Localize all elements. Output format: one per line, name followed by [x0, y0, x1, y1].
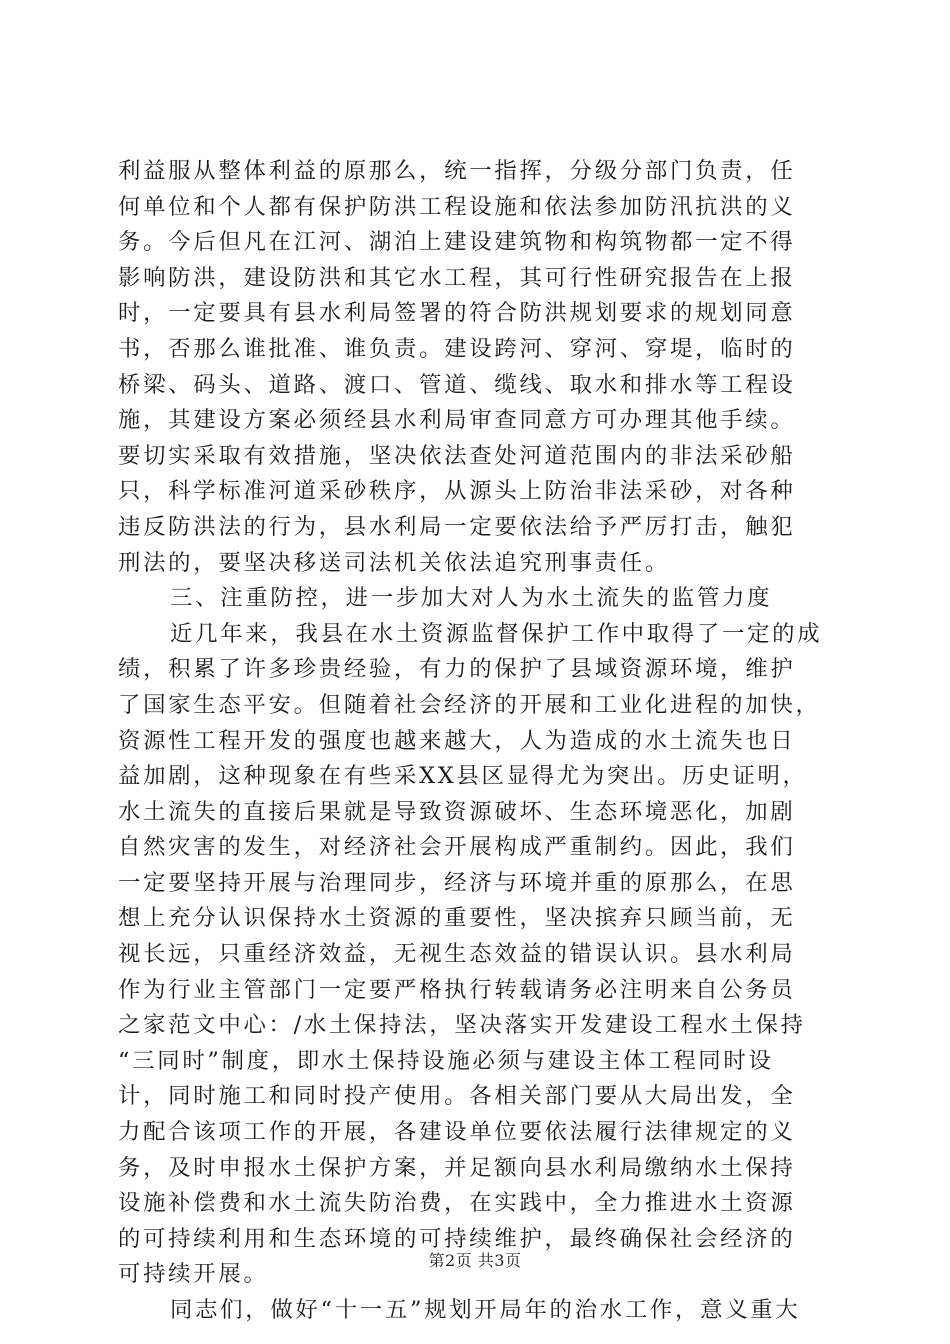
- text-line: 务，及时申报水土保护方案，并足额向县水利局缴纳水土保持: [118, 1154, 796, 1181]
- text-line: 作为行业主管部门一定要严格执行转载请务必注明来自公务员: [118, 976, 796, 1003]
- text-line: 资源性工程开发的强度也越来越大，人为造成的水土流失也日: [118, 727, 796, 754]
- page-number-footer: 第2页 共3页: [428, 1251, 522, 1270]
- text-line: 影响防洪，建设防洪和其它水工程，其可行性研究报告在上报: [118, 264, 796, 291]
- text-line: 刑法的，要坚决移送司法机关依法追究刑事责任。: [118, 549, 670, 576]
- text-line: 一定要坚持开展与治理同步，经济与环境并重的原那么，在思: [118, 869, 796, 896]
- section-heading: 三、注重防控，进一步加大对人为水土流失的监管力度: [170, 585, 773, 612]
- text-line: 近几年来，我县在水土资源监督保护工作中取得了一定的成: [170, 620, 823, 647]
- text-line: 书，否那么谁批准、谁负责。建设跨河、穿河、穿堤，临时的: [118, 335, 796, 362]
- text-line: 违反防洪法的行为，县水利局一定要依法给予严厉打击，触犯: [118, 513, 796, 540]
- text-line: 的可持续利用和生态环境的可持续维护，最终确保社会经济的: [118, 1225, 796, 1252]
- text-line: 可持续开展。: [118, 1261, 269, 1288]
- text-line: 视长远，只重经济效益，无视生态效益的错误认识。县水利局: [118, 941, 796, 968]
- text-line: 设施补偿费和水土流失防治费，在实践中，全力推进水土资源: [118, 1190, 796, 1217]
- text-line: 只，科学标准河道采砂秩序，从源头上防治非法采砂，对各种: [118, 478, 796, 505]
- document-body: [118, 154, 832, 1329]
- text-line: 力配合该项工作的开展，各建设单位要依法履行法律规定的义: [118, 1119, 796, 1146]
- text-line: 了国家生态平安。但随着社会经济的开展和工业化进程的加快，: [118, 691, 821, 718]
- text-line: 同志们，做好“十一五”规划开局年的治水工作，意义重大: [170, 1297, 801, 1323]
- text-line: 计，同时施工和同时投产使用。各相关部门要从大局出发，全: [118, 1083, 796, 1110]
- text-line: 利益服从整体利益的原那么，统一指挥，分级分部门负责，任: [118, 158, 796, 184]
- text-line: 桥梁、码头、道路、渡口、管道、缆线、取水和排水等工程设: [118, 371, 796, 398]
- text-line: “三同时”制度，即水土保持设施必须与建设主体工程同时设: [118, 1047, 774, 1074]
- text-line: 要切实采取有效措施，坚决依法查处河道范围内的非法采砂船: [118, 442, 796, 469]
- text-line: 何单位和个人都有保护防洪工程设施和依法参加防汛抗洪的义: [118, 193, 796, 220]
- text-line: 务。今后但凡在江河、湖泊上建设建筑物和构筑物都一定不得: [118, 229, 796, 256]
- text-line: 绩，积累了许多珍贵经验，有力的保护了县域资源环境，维护: [118, 656, 796, 683]
- text-line: 自然灾害的发生，对经济社会开展构成严重制约。因此，我们: [118, 834, 796, 861]
- text-line: 时，一定要具有县水利局签署的符合防洪规划要求的规划同意: [118, 300, 796, 327]
- text-line: 施，其建设方案必须经县水利局审查同意方可办理其他手续。: [118, 407, 796, 434]
- text-line: 水土流失的直接后果就是导致资源破坏、生态环境恶化，加剧: [118, 798, 796, 825]
- text-line: 益加剧，这种现象在有些采XX县区显得尤为突出。历史证明，: [118, 763, 808, 790]
- text-line: 想上充分认识保持水土资源的重要性，坚决摈弃只顾当前，无: [118, 905, 796, 932]
- text-line: 之家范文中心：/水土保持法，坚决落实开发建设工程水土保持: [118, 1012, 806, 1039]
